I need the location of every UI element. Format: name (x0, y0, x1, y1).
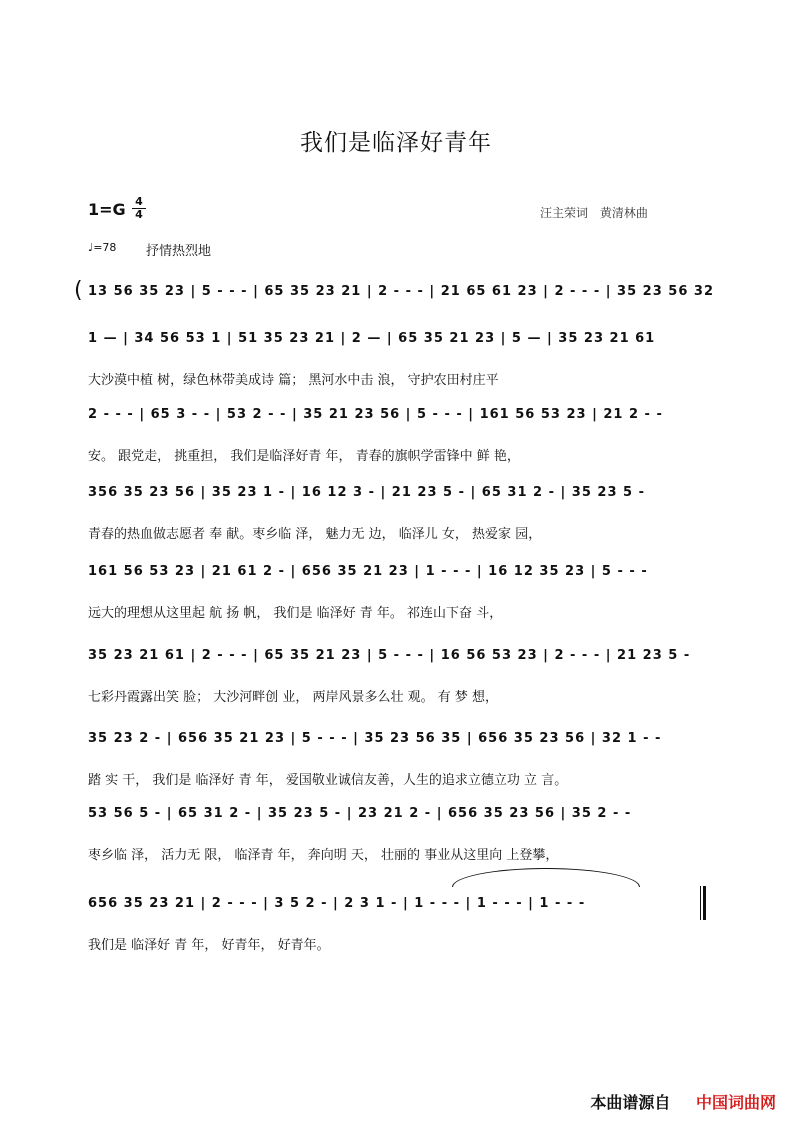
lyrics-line: 我们是 临泽好 青 年， 好青年， 好青年。 (88, 938, 330, 953)
footer-site-link[interactable]: 中国词曲网 (695, 1093, 776, 1112)
notation-line: 53 56 5 - | 65 31 2 - | 35 23 5 - | 23 21 2 - | 656 35 23 56 | 35 2 - - (88, 806, 632, 821)
time-signature-bottom: 4 (132, 208, 146, 221)
credits: 汪主荣词 黄清林曲 (540, 206, 648, 220)
final-barline (700, 886, 706, 920)
time-signature-top: 4 (135, 195, 143, 208)
notation-line: 35 23 21 61 | 2 - - - | 65 35 21 23 | 5 - - - | 16 56 53 23 | 2 - - - | 21 23 5 - (88, 648, 691, 663)
tempo-marking: ♩=78 (88, 241, 117, 254)
notation-line: 1 — | 34 56 53 1 | 51 35 23 21 | 2 — | 65 35 21 23 | 5 — | 35 23 21 61 (88, 331, 656, 346)
lyrics-line: 踏 实 干， 我们是 临泽好 青 年， 爱国敬业诚信友善，人生的追求立德立功 立 言。 (88, 773, 568, 788)
notation-line: 656 35 23 21 | 2 - - - | 3 5 2 - | 2 3 1 - | 1 - - - | 1 - - - | 1 - - - (88, 896, 586, 911)
time-signature (132, 196, 146, 221)
expression-marking: 抒情热烈地 (146, 244, 212, 259)
key-signature: 1=G (88, 200, 126, 219)
slur-mark (452, 868, 640, 887)
footer (590, 1090, 776, 1113)
notation-line: 2 - - - | 65 3 - - | 53 2 - - | 35 21 23 56 | 5 - - - | 161 56 53 23 | 21 2 - - (88, 407, 663, 422)
lyrics-line: 青春的热血做志愿者 奉 献。枣乡临 泽， 魅力无 边， 临泽儿 女， 热爱家 园， (88, 527, 542, 542)
lyrics-line: 安。 跟党走， 挑重担， 我们是临泽好青 年， 青春的旗帜学雷锋中 鲜 艳， (88, 449, 520, 464)
notation-line: 13 56 35 23 | 5 - - - | 65 35 23 21 | 2 - - - | 21 65 61 23 | 2 - - - | 35 23 56 32 (88, 284, 714, 299)
notation-line: 356 35 23 56 | 35 23 1 - | 16 12 3 - | 21 23 5 - | 65 31 2 - | 35 23 5 - (88, 485, 645, 500)
notation-line: 161 56 53 23 | 21 61 2 - | 656 35 21 23 | 1 - - - | 16 12 35 23 | 5 - - - (88, 564, 648, 579)
lyrics-line: 枣乡临 泽， 活力无 限， 临泽青 年， 奔向明 天， 壮丽的 事业从这里向 上登攀， (88, 848, 559, 863)
lyrics-line: 七彩丹霞露出笑 脸； 大沙河畔创 业， 两岸风景多么壮 观。 有 梦 想， (88, 690, 499, 705)
notation-line: 35 23 2 - | 656 35 21 23 | 5 - - - | 35 23 56 35 | 656 35 23 56 | 32 1 - - (88, 731, 662, 746)
page-title: 我们是临泽好青年 (300, 130, 492, 156)
footer-source: 本曲谱源自 (590, 1093, 671, 1112)
repeat-bracket: ( (74, 278, 83, 303)
lyrics-line: 远大的理想从这里起 航 扬 帆， 我们是 临泽好 青 年。 祁连山下奋 斗， (88, 606, 503, 621)
lyrics-line: 大沙漠中植 树，绿色林带美成诗 篇； 黑河水中击 浪， 守护农田村庄平 (88, 373, 499, 388)
